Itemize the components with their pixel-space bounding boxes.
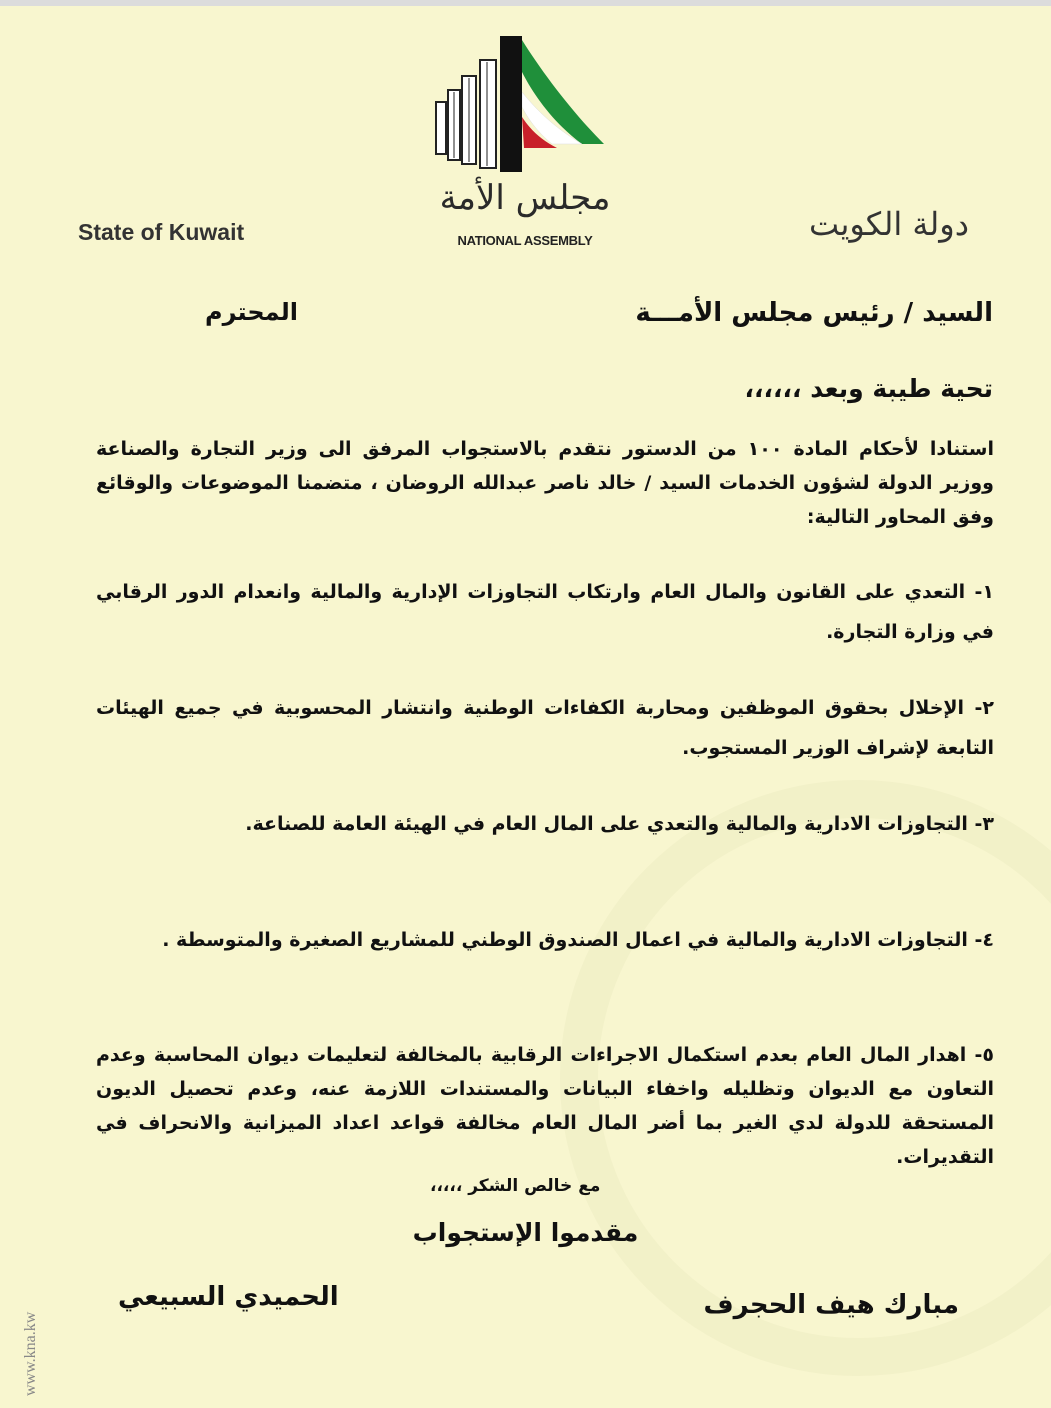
source-watermark: www.kna.kw — [22, 1311, 39, 1396]
axis-item-2: ٢- الإخلال بحقوق الموظفين ومحاربة الكفاءات الوطنية وانتشار المحسوبية في جميع الهيئات التابعة لإشراف الوزير المستجوب. — [96, 697, 994, 759]
top-edge — [0, 0, 1051, 6]
state-name-english: State of Kuwait — [78, 219, 245, 245]
assembly-name-arabic: مجلس الأمة — [439, 178, 611, 218]
signatory-left: الحميدي السبيعي — [118, 1282, 339, 1312]
closing-thanks: مع خالص الشكر ،،،،، — [430, 1176, 601, 1196]
greeting: تحية طيبة وبعد ،،،،،، — [744, 374, 993, 403]
signatory-right: مبارك هيف الحجرف — [703, 1290, 959, 1320]
national-assembly-logo — [432, 32, 622, 257]
intro-paragraph: استنادا لأحكام المادة ١٠٠ من الدستور نتقدم بالاستجواب المرفق الى وزير التجارة والصناعة ووزير الدولة لشؤون الخدمات السيد / خالد ناصر عبدالله الروضان ، متضمنا الموضوعات والوقائع وفق المحاور التالية: — [96, 438, 995, 528]
axis-item-4: ٤- التجاوزات الادارية والمالية في اعمال الصندوق الوطني للمشاريع الصغيرة والمتوسطة . — [162, 929, 994, 951]
state-name-arabic: دولة الكويت — [809, 205, 969, 243]
honorific: المحترم — [205, 298, 298, 326]
axis-item-3: ٣- التجاوزات الادارية والمالية والتعدي على المال العام في الهيئة العامة للصناعة. — [245, 813, 994, 835]
axis-item-1: ١- التعدي على القانون والمال العام وارتكاب التجاوزات الإدارية والمالية وانعدام الدور الرقابي في وزارة التجارة. — [96, 581, 994, 643]
assembly-name-english: NATIONAL ASSEMBLY — [457, 233, 593, 248]
axis-item-5: ٥- اهدار المال العام بعدم استكمال الاجراءات الرقابية بالمخالفة لتعليمات ديوان المحاسبة وعدم التعاون مع الديوان وتظليله واخفاء البيانات والمستندات اللازمة عنه، وعدم تحصيل الديون المستحقة للدولة لدي الغير بما أضر المال العام مخالفة قواعد اعداد الميزانية والانحراف في التقديرات. — [96, 1044, 994, 1168]
addressee: السيد / رئيس مجلس الأمـــة — [635, 298, 993, 328]
submitters-title: مقدموا الإستجواب — [412, 1218, 639, 1247]
